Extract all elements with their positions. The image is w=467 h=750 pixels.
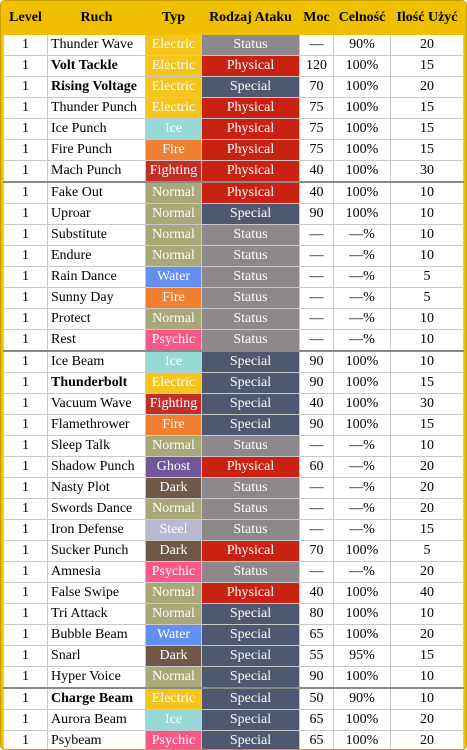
category-badge: Special	[202, 604, 300, 625]
table-row	[4, 415, 464, 436]
category-badge: Physical	[202, 182, 300, 204]
table-row	[4, 604, 464, 625]
power-cell: —	[300, 478, 334, 499]
power-cell: 55	[300, 646, 334, 667]
header-level[interactable]: Level	[4, 2, 48, 35]
accuracy-cell: 100%	[334, 161, 391, 183]
category-badge: Status	[202, 436, 300, 457]
pp-cell: 10	[391, 351, 464, 373]
accuracy-cell: —%	[334, 478, 391, 499]
type-badge: Psychic	[146, 330, 202, 352]
power-cell: —	[300, 35, 334, 56]
type-badge: Ice	[146, 710, 202, 731]
power-cell: 75	[300, 119, 334, 140]
level-cell: 1	[4, 288, 48, 309]
pp-cell: 20	[391, 499, 464, 520]
pp-cell: 10	[391, 667, 464, 689]
pp-cell: 15	[391, 119, 464, 140]
category-badge: Special	[202, 731, 300, 750]
category-badge: Special	[202, 77, 300, 98]
category-badge: Status	[202, 288, 300, 309]
accuracy-cell: 100%	[334, 351, 391, 373]
accuracy-cell: 100%	[334, 140, 391, 161]
move-name-cell: Thunder Wave	[48, 35, 146, 56]
accuracy-cell: 100%	[334, 667, 391, 689]
category-badge: Status	[202, 499, 300, 520]
type-badge: Fighting	[146, 394, 202, 415]
power-cell: 90	[300, 351, 334, 373]
pp-cell: 20	[391, 625, 464, 646]
level-cell: 1	[4, 56, 48, 77]
pp-cell: 15	[391, 373, 464, 394]
power-cell: 70	[300, 541, 334, 562]
move-name-cell: Protect	[48, 309, 146, 330]
moves-table	[3, 1, 464, 750]
table-row	[4, 710, 464, 731]
table-row	[4, 330, 464, 352]
power-cell: 120	[300, 56, 334, 77]
table-row	[4, 373, 464, 394]
level-cell: 1	[4, 394, 48, 415]
level-cell: 1	[4, 583, 48, 604]
accuracy-cell: —%	[334, 457, 391, 478]
pp-cell: 20	[391, 562, 464, 583]
category-badge: Status	[202, 35, 300, 56]
pp-cell: 10	[391, 688, 464, 710]
table-row	[4, 625, 464, 646]
header-move[interactable]: Ruch	[48, 2, 146, 35]
category-badge: Status	[202, 520, 300, 541]
accuracy-cell: —%	[334, 330, 391, 352]
accuracy-cell: 100%	[334, 731, 391, 750]
level-cell: 1	[4, 373, 48, 394]
header-power[interactable]: Moc	[300, 2, 334, 35]
level-cell: 1	[4, 330, 48, 352]
table-row	[4, 351, 464, 373]
accuracy-cell: 90%	[334, 688, 391, 710]
type-badge: Normal	[146, 583, 202, 604]
category-badge: Status	[202, 309, 300, 330]
level-cell: 1	[4, 140, 48, 161]
level-cell: 1	[4, 204, 48, 225]
category-badge: Physical	[202, 457, 300, 478]
level-cell: 1	[4, 541, 48, 562]
move-name-cell: False Swipe	[48, 583, 146, 604]
category-badge: Special	[202, 394, 300, 415]
level-cell: 1	[4, 731, 48, 750]
power-cell: —	[300, 436, 334, 457]
level-cell: 1	[4, 225, 48, 246]
pp-cell: 15	[391, 415, 464, 436]
category-badge: Physical	[202, 140, 300, 161]
level-cell: 1	[4, 520, 48, 541]
pp-cell: 10	[391, 225, 464, 246]
pp-cell: 5	[391, 288, 464, 309]
pp-cell: 10	[391, 182, 464, 204]
moves-table-body	[4, 35, 464, 750]
pp-cell: 30	[391, 394, 464, 415]
move-name-cell: Rain Dance	[48, 267, 146, 288]
table-row	[4, 309, 464, 330]
pp-cell: 10	[391, 204, 464, 225]
table-row	[4, 394, 464, 415]
accuracy-cell: 100%	[334, 204, 391, 225]
move-name-cell: Endure	[48, 246, 146, 267]
accuracy-cell: —%	[334, 225, 391, 246]
move-name-cell: Sucker Punch	[48, 541, 146, 562]
level-cell: 1	[4, 98, 48, 119]
power-cell: —	[300, 288, 334, 309]
power-cell: 80	[300, 604, 334, 625]
accuracy-cell: 100%	[334, 119, 391, 140]
accuracy-cell: —%	[334, 267, 391, 288]
header-pp[interactable]: Ilość Użyć	[391, 2, 464, 35]
pp-cell: 5	[391, 541, 464, 562]
pp-cell: 40	[391, 583, 464, 604]
category-badge: Special	[202, 667, 300, 689]
accuracy-cell: 100%	[334, 415, 391, 436]
move-name-cell: Charge Beam	[48, 688, 146, 710]
power-cell: 75	[300, 98, 334, 119]
level-cell: 1	[4, 309, 48, 330]
pp-cell: 10	[391, 330, 464, 352]
type-badge: Normal	[146, 246, 202, 267]
table-row	[4, 562, 464, 583]
type-badge: Normal	[146, 225, 202, 246]
level-cell: 1	[4, 161, 48, 183]
level-cell: 1	[4, 119, 48, 140]
accuracy-cell: 100%	[334, 56, 391, 77]
move-name-cell: Vacuum Wave	[48, 394, 146, 415]
accuracy-cell: 100%	[334, 604, 391, 625]
move-name-cell: Rising Voltage	[48, 77, 146, 98]
level-cell: 1	[4, 688, 48, 710]
category-badge: Physical	[202, 98, 300, 119]
move-name-cell: Sleep Talk	[48, 436, 146, 457]
type-badge: Fire	[146, 288, 202, 309]
accuracy-cell: 100%	[334, 583, 391, 604]
type-badge: Electric	[146, 373, 202, 394]
table-row	[4, 288, 464, 309]
table-row	[4, 161, 464, 183]
power-cell: —	[300, 309, 334, 330]
accuracy-cell: 100%	[334, 77, 391, 98]
table-row	[4, 182, 464, 204]
pp-cell: 15	[391, 520, 464, 541]
power-cell: 65	[300, 731, 334, 750]
table-row	[4, 499, 464, 520]
move-name-cell: Sunny Day	[48, 288, 146, 309]
move-name-cell: Volt Tackle	[48, 56, 146, 77]
accuracy-cell: —%	[334, 288, 391, 309]
table-row	[4, 119, 464, 140]
category-badge: Status	[202, 562, 300, 583]
table-row	[4, 98, 464, 119]
power-cell: —	[300, 225, 334, 246]
move-name-cell: Bubble Beam	[48, 625, 146, 646]
level-cell: 1	[4, 351, 48, 373]
power-cell: 90	[300, 373, 334, 394]
table-row	[4, 246, 464, 267]
type-badge: Normal	[146, 182, 202, 204]
type-badge: Dark	[146, 478, 202, 499]
power-cell: 75	[300, 140, 334, 161]
pp-cell: 15	[391, 140, 464, 161]
type-badge: Water	[146, 267, 202, 288]
power-cell: 40	[300, 161, 334, 183]
move-name-cell: Fire Punch	[48, 140, 146, 161]
pp-cell: 15	[391, 646, 464, 667]
accuracy-cell: 100%	[334, 625, 391, 646]
accuracy-cell: 100%	[334, 394, 391, 415]
table-row	[4, 436, 464, 457]
pp-cell: 20	[391, 731, 464, 750]
type-badge: Normal	[146, 436, 202, 457]
power-cell: —	[300, 520, 334, 541]
type-badge: Electric	[146, 688, 202, 710]
accuracy-cell: —%	[334, 309, 391, 330]
type-badge: Ice	[146, 351, 202, 373]
type-badge: Electric	[146, 35, 202, 56]
accuracy-cell: 90%	[334, 35, 391, 56]
category-badge: Special	[202, 204, 300, 225]
level-cell: 1	[4, 625, 48, 646]
accuracy-cell: 100%	[334, 98, 391, 119]
header-accuracy[interactable]: Celność	[334, 2, 391, 35]
type-badge: Dark	[146, 646, 202, 667]
power-cell: 60	[300, 457, 334, 478]
table-row	[4, 688, 464, 710]
level-cell: 1	[4, 710, 48, 731]
move-name-cell: Psybeam	[48, 731, 146, 750]
category-badge: Status	[202, 225, 300, 246]
move-name-cell: Nasty Plot	[48, 478, 146, 499]
power-cell: 65	[300, 710, 334, 731]
level-cell: 1	[4, 667, 48, 689]
type-badge: Electric	[146, 77, 202, 98]
move-name-cell: Iron Defense	[48, 520, 146, 541]
category-badge: Physical	[202, 119, 300, 140]
table-row	[4, 457, 464, 478]
type-badge: Normal	[146, 667, 202, 689]
type-badge: Normal	[146, 204, 202, 225]
level-cell: 1	[4, 478, 48, 499]
move-name-cell: Thunder Punch	[48, 98, 146, 119]
pp-cell: 10	[391, 436, 464, 457]
type-badge: Psychic	[146, 731, 202, 750]
power-cell: 70	[300, 77, 334, 98]
type-badge: Dark	[146, 541, 202, 562]
table-row	[4, 520, 464, 541]
category-badge: Physical	[202, 161, 300, 183]
category-badge: Physical	[202, 541, 300, 562]
level-cell: 1	[4, 182, 48, 204]
category-badge: Special	[202, 625, 300, 646]
move-name-cell: Shadow Punch	[48, 457, 146, 478]
table-row	[4, 667, 464, 689]
type-badge: Ice	[146, 119, 202, 140]
level-cell: 1	[4, 562, 48, 583]
power-cell: —	[300, 267, 334, 288]
type-badge: Ghost	[146, 457, 202, 478]
type-badge: Steel	[146, 520, 202, 541]
level-cell: 1	[4, 604, 48, 625]
category-badge: Special	[202, 351, 300, 373]
move-name-cell: Mach Punch	[48, 161, 146, 183]
category-badge: Physical	[202, 583, 300, 604]
pp-cell: 20	[391, 457, 464, 478]
pp-cell: 20	[391, 478, 464, 499]
category-badge: Special	[202, 646, 300, 667]
table-row	[4, 204, 464, 225]
power-cell: —	[300, 499, 334, 520]
power-cell: 90	[300, 415, 334, 436]
power-cell: —	[300, 330, 334, 352]
power-cell: —	[300, 246, 334, 267]
pp-cell: 10	[391, 309, 464, 330]
category-badge: Status	[202, 478, 300, 499]
table-row	[4, 646, 464, 667]
level-cell: 1	[4, 499, 48, 520]
type-badge: Normal	[146, 309, 202, 330]
table-row	[4, 56, 464, 77]
category-badge: Special	[202, 710, 300, 731]
move-name-cell: Ice Beam	[48, 351, 146, 373]
type-badge: Electric	[146, 98, 202, 119]
move-name-cell: Uproar	[48, 204, 146, 225]
category-badge: Special	[202, 415, 300, 436]
accuracy-cell: 100%	[334, 373, 391, 394]
type-badge: Fire	[146, 140, 202, 161]
category-badge: Special	[202, 688, 300, 710]
category-badge: Status	[202, 267, 300, 288]
header-row	[4, 2, 464, 35]
power-cell: 90	[300, 204, 334, 225]
power-cell: 65	[300, 625, 334, 646]
move-name-cell: Amnesia	[48, 562, 146, 583]
move-name-cell: Thunderbolt	[48, 373, 146, 394]
table-row	[4, 731, 464, 750]
pp-cell: 10	[391, 246, 464, 267]
table-row	[4, 478, 464, 499]
type-badge: Psychic	[146, 562, 202, 583]
table-row	[4, 583, 464, 604]
move-name-cell: Fake Out	[48, 182, 146, 204]
level-cell: 1	[4, 415, 48, 436]
power-cell: —	[300, 562, 334, 583]
pp-cell: 20	[391, 77, 464, 98]
accuracy-cell: 100%	[334, 541, 391, 562]
move-name-cell: Rest	[48, 330, 146, 352]
category-badge: Special	[202, 373, 300, 394]
category-badge: Status	[202, 246, 300, 267]
type-badge: Electric	[146, 56, 202, 77]
level-cell: 1	[4, 436, 48, 457]
accuracy-cell: —%	[334, 436, 391, 457]
pp-cell: 20	[391, 710, 464, 731]
move-name-cell: Ice Punch	[48, 119, 146, 140]
header-type[interactable]: Typ	[146, 2, 202, 35]
level-cell: 1	[4, 35, 48, 56]
accuracy-cell: 95%	[334, 646, 391, 667]
level-cell: 1	[4, 457, 48, 478]
pp-cell: 30	[391, 161, 464, 183]
type-badge: Normal	[146, 499, 202, 520]
accuracy-cell: —%	[334, 246, 391, 267]
accuracy-cell: —%	[334, 562, 391, 583]
pp-cell: 10	[391, 604, 464, 625]
type-badge: Water	[146, 625, 202, 646]
category-badge: Status	[202, 330, 300, 352]
power-cell: 50	[300, 688, 334, 710]
pp-cell: 15	[391, 98, 464, 119]
power-cell: 40	[300, 394, 334, 415]
table-row	[4, 140, 464, 161]
type-badge: Normal	[146, 604, 202, 625]
table-row	[4, 541, 464, 562]
power-cell: 90	[300, 667, 334, 689]
power-cell: 40	[300, 182, 334, 204]
level-cell: 1	[4, 77, 48, 98]
accuracy-cell: 100%	[334, 710, 391, 731]
accuracy-cell: 100%	[334, 182, 391, 204]
table-row	[4, 77, 464, 98]
table-row	[4, 35, 464, 56]
level-cell: 1	[4, 267, 48, 288]
pp-cell: 15	[391, 56, 464, 77]
pp-cell: 20	[391, 35, 464, 56]
level-cell: 1	[4, 646, 48, 667]
move-name-cell: Flamethrower	[48, 415, 146, 436]
power-cell: 40	[300, 583, 334, 604]
type-badge: Fire	[146, 415, 202, 436]
table-row	[4, 225, 464, 246]
level-cell: 1	[4, 246, 48, 267]
table-row	[4, 267, 464, 288]
move-name-cell: Hyper Voice	[48, 667, 146, 689]
move-name-cell: Swords Dance	[48, 499, 146, 520]
move-name-cell: Tri Attack	[48, 604, 146, 625]
move-name-cell: Aurora Beam	[48, 710, 146, 731]
pp-cell: 5	[391, 267, 464, 288]
move-name-cell: Snarl	[48, 646, 146, 667]
move-name-cell: Substitute	[48, 225, 146, 246]
accuracy-cell: —%	[334, 520, 391, 541]
type-badge: Fighting	[146, 161, 202, 183]
header-category[interactable]: Rodzaj Ataku	[202, 2, 300, 35]
category-badge: Physical	[202, 56, 300, 77]
accuracy-cell: —%	[334, 499, 391, 520]
